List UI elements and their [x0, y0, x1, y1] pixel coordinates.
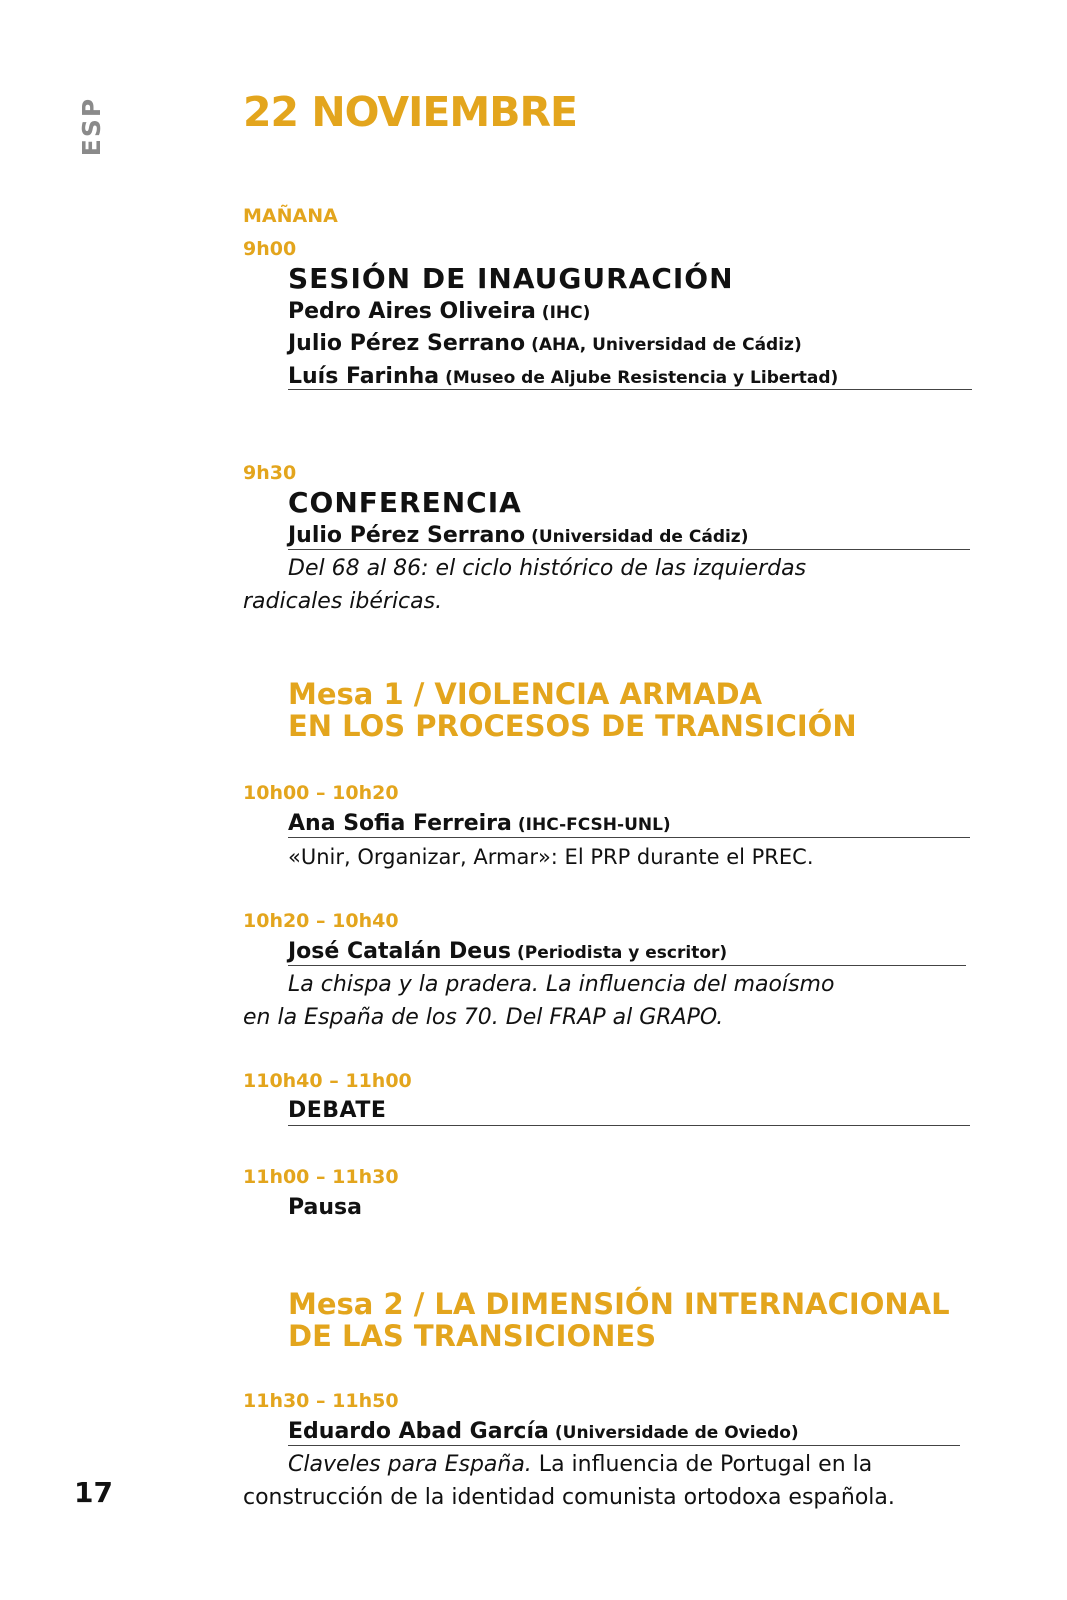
- speaker-affiliation: (IHC): [541, 303, 591, 323]
- time-label: 9h00: [243, 238, 297, 260]
- speaker-affiliation: (Universidade de Oviedo): [554, 1423, 799, 1443]
- speaker-affiliation: (IHC-FCSH-UNL): [517, 815, 671, 835]
- speaker-name: Luís Farinha: [288, 364, 440, 389]
- period-label: MAÑANA: [243, 205, 338, 227]
- panel-heading: Mesa 2 / LA DIMENSIÓN INTERNACIONAL DE LAS TRANSICIONES: [288, 1287, 950, 1353]
- page-date: 22 NOVIEMBRE: [243, 88, 578, 136]
- speaker-affiliation: (Museo de Aljube Resistencia y Libertad): [445, 368, 839, 388]
- panel-heading: Mesa 1 / VIOLENCIA ARMADA EN LOS PROCESOS DE TRANSICIÓN: [288, 677, 857, 743]
- session-title: Pausa: [288, 1195, 362, 1220]
- language-tag: ESP: [77, 96, 107, 156]
- speaker-name: Julio Pérez Serrano: [288, 331, 526, 356]
- divider: [288, 549, 970, 550]
- speaker-affiliation: (AHA, Universidad de Cádiz): [531, 335, 802, 355]
- time-label: 9h30: [243, 462, 297, 484]
- divider: [288, 1445, 960, 1446]
- speaker-name: Pedro Aires Oliveira: [288, 299, 536, 324]
- speaker: [288, 523, 748, 548]
- talk-title: Del 68 al 86: el ciclo histórico de las izquierdas radicales ibéricas.: [243, 556, 807, 614]
- speaker: [288, 299, 590, 324]
- session-title: SESIÓN DE INAUGURACIÓN: [288, 262, 734, 295]
- speaker: [288, 364, 838, 389]
- session-title: CONFERENCIA: [288, 486, 522, 519]
- talk-title: Claveles para España. La influencia de Portugal en la construcción de la identidad comunista ortodoxa española.: [243, 1452, 895, 1510]
- time-label: 10h00 – 10h20: [243, 782, 399, 804]
- talk-title: «Unir, Organizar, Armar»: El PRP durante el PREC.: [288, 845, 814, 869]
- divider: [288, 837, 970, 838]
- divider: [288, 1125, 970, 1126]
- speaker-affiliation: (Periodista y escritor): [516, 943, 728, 963]
- speaker-name: Julio Pérez Serrano: [288, 523, 526, 548]
- time-label: 11h30 – 11h50: [243, 1390, 399, 1412]
- divider: [288, 965, 966, 966]
- speaker-name: Ana Sofia Ferreira: [288, 811, 512, 836]
- speaker-name: José Catalán Deus: [288, 939, 511, 964]
- speaker-name: Eduardo Abad García: [288, 1419, 549, 1444]
- divider: [288, 389, 972, 390]
- time-label: 10h20 – 10h40: [243, 910, 399, 932]
- time-label: 110h40 – 11h00: [243, 1070, 412, 1092]
- speaker: [288, 811, 671, 836]
- speaker: [288, 1419, 799, 1444]
- speaker: [288, 331, 802, 356]
- session-title: DEBATE: [288, 1098, 387, 1123]
- speaker: [288, 939, 727, 964]
- page-number: 17: [74, 1476, 113, 1509]
- talk-title: La chispa y la pradera. La influencia del maoísmo en la España de los 70. Del FRAP al GRAPO.: [243, 972, 835, 1030]
- time-label: 11h00 – 11h30: [243, 1166, 399, 1188]
- speaker-affiliation: (Universidad de Cádiz): [531, 527, 749, 547]
